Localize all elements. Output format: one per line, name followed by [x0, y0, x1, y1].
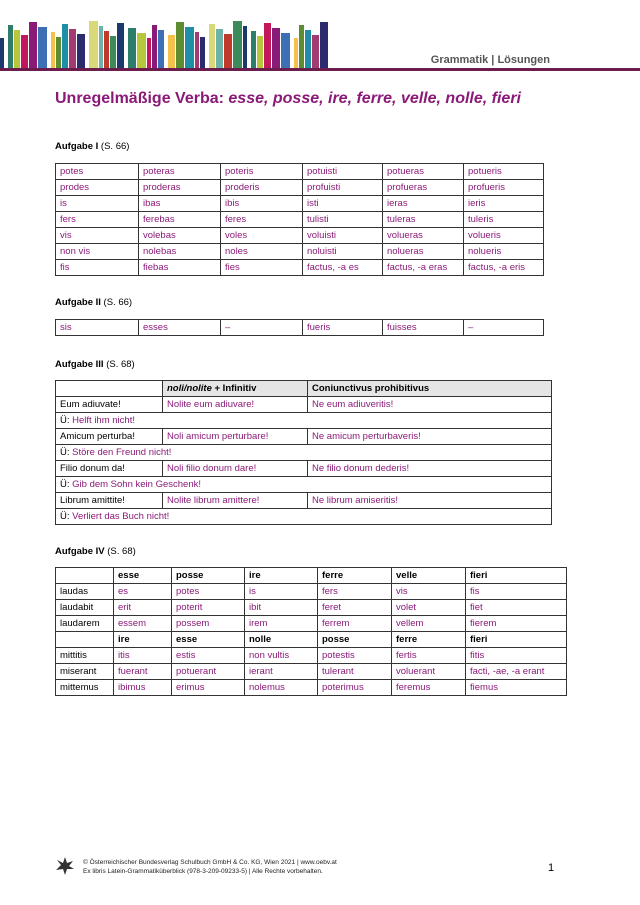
table-cell: proderas [139, 180, 221, 196]
book-spine-icon [243, 26, 247, 68]
answer-cell: Nolite eum adiuvare! [163, 397, 308, 413]
task1-label: Aufgabe I (S. 66) [55, 141, 130, 152]
table-cell: non vis [56, 244, 139, 260]
book-spine-icon [152, 25, 157, 68]
translation-text: Verliert das Buch nicht! [72, 511, 170, 522]
book-spine-icon [168, 35, 175, 68]
translation-cell [56, 509, 552, 525]
header-cell-empty [56, 632, 114, 648]
answer-cell: Noli amicum perturbare! [163, 429, 308, 445]
header-cell: fieri [466, 632, 567, 648]
table-cell: is [56, 196, 139, 212]
answer-cell: fierem [466, 616, 567, 632]
task3-table [55, 380, 552, 525]
header-cell: ferre [392, 632, 466, 648]
table-header-row [56, 632, 567, 648]
table-cell: vis [56, 228, 139, 244]
table-row [56, 648, 567, 664]
header-cell: ire [114, 632, 172, 648]
translation-prefix: Ü: [60, 511, 73, 522]
table-cell: potes [56, 164, 139, 180]
book-spine-icon [99, 26, 103, 68]
table-cell: fueris [303, 320, 383, 336]
answer-cell: fiet [466, 600, 567, 616]
answer-cell: fiemus [466, 680, 567, 696]
source-cell: Amicum perturba! [56, 429, 163, 445]
table-cell: tuleras [383, 212, 464, 228]
table-row [56, 180, 544, 196]
table-row [56, 228, 544, 244]
source-cell: Filio donum da! [56, 461, 163, 477]
book-spine-icon [21, 35, 28, 68]
answer-cell: Noli filio donum dare! [163, 461, 308, 477]
answer-cell: poterimus [318, 680, 392, 696]
table-cell: potuisti [303, 164, 383, 180]
publisher-logo-icon [56, 857, 74, 875]
table-cell: fuisses [383, 320, 464, 336]
table-cell: poteris [221, 164, 303, 180]
translation-text: Gib dem Sohn kein Geschenk! [72, 479, 201, 490]
answer-cell: essem [114, 616, 172, 632]
answer-cell: fuerant [114, 664, 172, 680]
table-cell: isti [303, 196, 383, 212]
table-cell: tuleris [464, 212, 544, 228]
table-cell: ieris [464, 196, 544, 212]
book-spine-icon [137, 33, 146, 68]
answer-cell: is [245, 584, 318, 600]
header-cell: esse [172, 632, 245, 648]
table-cell: ieras [383, 196, 464, 212]
answer-cell: vis [392, 584, 466, 600]
table-cell: ferebas [139, 212, 221, 228]
answer-cell: feret [318, 600, 392, 616]
answer-cell: Ne amicum perturbaveris! [308, 429, 552, 445]
book-spine-icon [110, 36, 116, 68]
table-row [56, 429, 552, 445]
table-cell: profueris [464, 180, 544, 196]
book-spine-icon [320, 22, 328, 68]
source-cell: laudarem [56, 616, 114, 632]
table-cell: feres [221, 212, 303, 228]
answer-cell: fis [466, 584, 567, 600]
answer-cell: Ne filio donum dederis! [308, 461, 552, 477]
book-spine-icon [0, 38, 4, 68]
table-cell: voluisti [303, 228, 383, 244]
table-row [56, 164, 544, 180]
table-cell: potueras [383, 164, 464, 180]
book-spine-icon [209, 24, 215, 68]
task1-table [55, 163, 544, 276]
table-row [56, 461, 552, 477]
source-cell: Eum adiuvate! [56, 397, 163, 413]
translation-text: Helft ihm nicht! [72, 415, 135, 426]
translation-prefix: Ü: [60, 415, 73, 426]
book-spine-icon [29, 22, 37, 68]
answer-cell: estis [172, 648, 245, 664]
book-spine-icon [195, 32, 199, 68]
source-cell: laudabit [56, 600, 114, 616]
answer-cell: tulerant [318, 664, 392, 680]
answer-cell: voluerant [392, 664, 466, 680]
header-divider [0, 68, 640, 71]
header-cell: posse [172, 568, 245, 584]
book-spine-icon [128, 28, 136, 68]
page-number: 1 [548, 862, 555, 874]
answer-cell: potuerant [172, 664, 245, 680]
table-cell: fers [56, 212, 139, 228]
answer-cell: irem [245, 616, 318, 632]
answer-cell: Nolite librum amittere! [163, 493, 308, 509]
page-title: Unregelmäßige Verba: esse, posse, ire, ferre, velle, nolle, fieri [55, 90, 521, 107]
table-cell: factus, -a eras [383, 260, 464, 276]
book-spine-icon [158, 30, 164, 68]
source-cell: Librum amittite! [56, 493, 163, 509]
answer-cell: facti, -ae, -a erant [466, 664, 567, 680]
book-spine-icon [272, 28, 280, 68]
table-cell: volueris [464, 228, 544, 244]
header-cell: posse [318, 632, 392, 648]
table-cell: – [221, 320, 303, 336]
table-row [56, 664, 567, 680]
task2-label: Aufgabe II (S. 66) [55, 297, 133, 308]
header-cell: ferre [318, 568, 392, 584]
answer-cell: non vultis [245, 648, 318, 664]
source-cell: laudas [56, 584, 114, 600]
table-row [56, 680, 567, 696]
book-spine-icon [233, 21, 242, 68]
task3-head-noli: noli/nolite + Infinitiv [163, 381, 308, 397]
book-spine-icon [305, 30, 311, 68]
table-row [56, 493, 552, 509]
table-row [56, 584, 567, 600]
header-cell: nolle [245, 632, 318, 648]
answer-cell: itis [114, 648, 172, 664]
table-cell: nolueras [383, 244, 464, 260]
table-cell: tulisti [303, 212, 383, 228]
table-cell: ibas [139, 196, 221, 212]
book-spine-icon [89, 21, 98, 68]
book-spine-icon [299, 25, 304, 68]
header-cell: ire [245, 568, 318, 584]
book-spine-icon [69, 29, 76, 68]
translation-row [56, 509, 552, 525]
translation-prefix: Ü: [60, 479, 73, 490]
task3-head-prohibitivus: Coniunctivus prohibitivus [308, 381, 552, 397]
table-cell: – [464, 320, 544, 336]
book-spine-icon [264, 23, 271, 68]
answer-cell: fertis [392, 648, 466, 664]
table-row [56, 244, 544, 260]
answer-cell: nolemus [245, 680, 318, 696]
table-row [56, 212, 544, 228]
answer-cell: fers [318, 584, 392, 600]
table-cell: volueras [383, 228, 464, 244]
book-spine-icon [8, 25, 13, 68]
book-spine-icon [38, 27, 47, 68]
task3-head-empty [56, 381, 163, 397]
table-cell: fis [56, 260, 139, 276]
source-cell: mittitis [56, 648, 114, 664]
translation-row [56, 413, 552, 429]
book-spine-icon [312, 35, 319, 68]
header-cell: velle [392, 568, 466, 584]
book-spine-icon [257, 36, 263, 68]
table-cell: factus, -a es [303, 260, 383, 276]
table-cell: esses [139, 320, 221, 336]
translation-row [56, 477, 552, 493]
answer-cell: volet [392, 600, 466, 616]
translation-cell [56, 413, 552, 429]
table-cell: nolebas [139, 244, 221, 260]
book-spine-icon [251, 31, 256, 68]
book-spine-icon [14, 30, 20, 68]
answer-cell: feremus [392, 680, 466, 696]
book-spine-icon [51, 32, 55, 68]
answer-cell: vellem [392, 616, 466, 632]
table-cell: potueris [464, 164, 544, 180]
translation-row [56, 445, 552, 461]
book-spine-icon [281, 33, 290, 68]
table-cell: ibis [221, 196, 303, 212]
book-spine-icon [176, 22, 184, 68]
source-cell: mittemus [56, 680, 114, 696]
header-cell: esse [114, 568, 172, 584]
book-spine-icon [62, 24, 68, 68]
table-cell: fiebas [139, 260, 221, 276]
book-spine-icon [77, 34, 85, 68]
answer-cell: potestis [318, 648, 392, 664]
translation-text: Störe den Freund nicht! [72, 447, 172, 458]
answer-cell: ibimus [114, 680, 172, 696]
book-spine-icon [117, 23, 124, 68]
answer-cell: ferrem [318, 616, 392, 632]
table-cell: noles [221, 244, 303, 260]
footer-copyright: © Österreichischer Bundesverlag Schulbuch GmbH & Co. KG, Wien 2021 | www.oebv.at Ex libris Latein-Grammatiküberblick (978-3-209-09233-5) | Alle Rechte vorbehalten. [83, 859, 337, 875]
answer-cell: poterit [172, 600, 245, 616]
book-spine-icon [224, 34, 232, 68]
answer-cell: Ne librum amiseritis! [308, 493, 552, 509]
table-cell: noluisti [303, 244, 383, 260]
answer-cell: fitis [466, 648, 567, 664]
task2-table [55, 319, 544, 336]
answer-cell: es [114, 584, 172, 600]
answer-cell: possem [172, 616, 245, 632]
task4-table [55, 567, 567, 696]
header-cell: fieri [466, 568, 567, 584]
answer-cell: Ne eum adiuveritis! [308, 397, 552, 413]
book-spine-icon [56, 37, 61, 68]
translation-cell [56, 445, 552, 461]
table-cell: prodes [56, 180, 139, 196]
section-title: Grammatik | Lösungen [430, 54, 550, 66]
table-cell: voles [221, 228, 303, 244]
table-row [56, 196, 544, 212]
book-spine-icon [104, 31, 109, 68]
task3-label: Aufgabe III (S. 68) [55, 359, 135, 370]
book-spine-icon [147, 38, 151, 68]
table-cell: fies [221, 260, 303, 276]
translation-cell [56, 477, 552, 493]
source-cell: miserant [56, 664, 114, 680]
header-cell-empty [56, 568, 114, 584]
book-spine-icon [216, 29, 223, 68]
book-spine-icon [185, 27, 194, 68]
table-cell: profuisti [303, 180, 383, 196]
translation-prefix: Ü: [60, 447, 73, 458]
answer-cell: ierant [245, 664, 318, 680]
answer-cell: erimus [172, 680, 245, 696]
table-cell: profueras [383, 180, 464, 196]
table-row [56, 600, 567, 616]
book-spine-icon [294, 38, 298, 68]
table-header-row [56, 568, 567, 584]
answer-cell: potes [172, 584, 245, 600]
table-row [56, 397, 552, 413]
table-cell: poteras [139, 164, 221, 180]
table-cell: factus, -a eris [464, 260, 544, 276]
table-row [56, 320, 544, 336]
table-cell: nolueris [464, 244, 544, 260]
table-cell: volebas [139, 228, 221, 244]
book-spine-icon [200, 37, 205, 68]
answer-cell: erit [114, 600, 172, 616]
table-row [56, 616, 567, 632]
answer-cell: ibit [245, 600, 318, 616]
task4-label: Aufgabe IV (S. 68) [55, 546, 136, 557]
table-row [56, 260, 544, 276]
table-cell: proderis [221, 180, 303, 196]
table-cell: sis [56, 320, 139, 336]
